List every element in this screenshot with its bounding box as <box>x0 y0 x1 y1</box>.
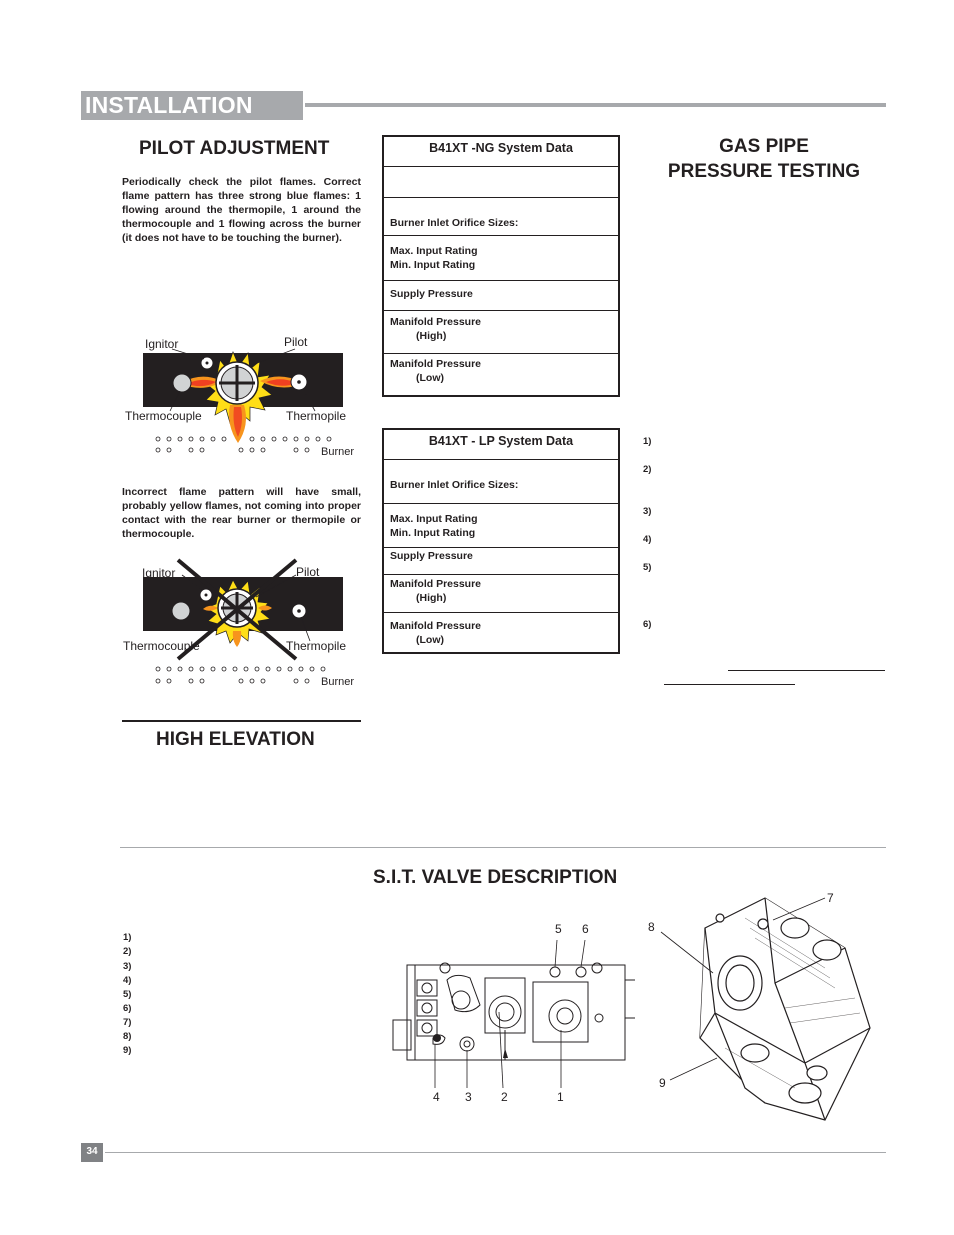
valve-iso-view <box>645 888 885 1128</box>
sit-item-8: 8) <box>123 1031 132 1042</box>
gas-step-1: 1) <box>643 436 652 447</box>
lp-max-input-label: Max. Input Rating <box>390 513 478 525</box>
lp-orifice-row <box>384 460 618 504</box>
sit-item-6: 6) <box>123 1003 132 1014</box>
lp-high-label: (High) <box>416 592 447 604</box>
lp-system-data-table <box>382 428 620 654</box>
footer-rule <box>105 1152 886 1153</box>
lp-table-title: B41XT - LP System Data <box>384 430 618 460</box>
sit-item-5: 5) <box>123 989 132 1000</box>
callout-5: 5 <box>555 922 562 936</box>
gas-underline-2 <box>664 684 795 685</box>
correct-flame-figure <box>120 335 365 465</box>
pilot-label: Pilot <box>284 335 308 349</box>
lp-low-label: (Low) <box>416 634 444 646</box>
gas-pipe-heading-line1: GAS PIPE <box>719 136 809 157</box>
lp-input-row <box>384 504 618 548</box>
ng-table-title: B41XT -NG System Data <box>384 137 618 167</box>
sit-item-7: 7) <box>123 1017 132 1028</box>
ng-max-input-label: Max. Input Rating <box>390 245 478 257</box>
sit-item-9: 9) <box>123 1045 132 1056</box>
sit-item-1: 1) <box>123 932 132 943</box>
gas-step-5: 5) <box>643 562 652 573</box>
ng-manifold-low-row <box>384 354 618 395</box>
page-number: 34 <box>86 1146 98 1157</box>
valve-iso-diagram <box>645 888 885 1128</box>
high-elevation-rule <box>122 720 361 722</box>
callout-1: 1 <box>557 1090 564 1104</box>
ng-supply-row <box>384 281 618 311</box>
lp-supply-row <box>384 548 618 575</box>
thermocouple-label-incorrect: Thermocouple <box>123 639 200 653</box>
gas-step-6: 6) <box>643 619 652 630</box>
gas-underline-1 <box>728 670 885 671</box>
lp-supply-label: Supply Pressure <box>390 550 473 562</box>
high-elevation-heading: HIGH ELEVATION <box>156 729 315 750</box>
lp-manifold-high-label: Manifold Pressure <box>390 578 482 590</box>
gas-pipe-heading-line2: PRESSURE TESTING <box>667 161 861 182</box>
ng-system-data-table <box>382 135 620 397</box>
lp-manifold-high-row <box>384 575 618 613</box>
ng-low-label: (Low) <box>416 372 444 384</box>
callout-3: 3 <box>465 1090 472 1104</box>
pilot-correct-text: Periodically check the pilot flames. Correct flame pattern has three strong blue flames: 1 flowing around the thermopile, 1 around the thermocouple and 1 flowing across the burner (it does not have to be touching the burner). <box>122 176 361 244</box>
lp-orifice-label: Burner Inlet Orifice Sizes: <box>390 479 519 491</box>
burner-label: Burner <box>321 446 355 458</box>
sit-valve-heading: S.I.T. VALVE DESCRIPTION <box>373 867 618 888</box>
ng-min-input-label: Min. Input Rating <box>390 259 476 271</box>
page-title: INSTALLATION <box>85 92 253 118</box>
sit-item-3: 3) <box>123 961 132 972</box>
valve-top-diagram <box>385 920 635 1110</box>
ng-manifold-high-label: Manifold Pressure <box>390 316 482 328</box>
ng-supply-label: Supply Pressure <box>390 288 473 300</box>
ng-high-label: (High) <box>416 330 447 342</box>
valve-top-view <box>385 920 635 1110</box>
ng-orifice-label: Burner Inlet Orifice Sizes: <box>390 217 519 229</box>
callout-8: 8 <box>648 920 655 934</box>
ng-orifice-row <box>384 198 618 236</box>
callout-9: 9 <box>659 1076 666 1090</box>
header-rule <box>305 103 886 107</box>
gas-step-3: 3) <box>643 506 652 517</box>
callout-6: 6 <box>582 922 589 936</box>
lp-min-input-label: Min. Input Rating <box>390 527 476 539</box>
callout-7: 7 <box>827 891 834 905</box>
callout-4: 4 <box>433 1090 440 1104</box>
ng-table-blank-row <box>384 167 618 198</box>
sit-item-4: 4) <box>123 975 132 986</box>
thermocouple-label: Thermocouple <box>125 409 202 423</box>
lp-manifold-low-label: Manifold Pressure <box>390 620 482 632</box>
thermopile-label: Thermopile <box>286 409 347 423</box>
ng-manifold-low-label: Manifold Pressure <box>390 358 482 370</box>
ng-input-row <box>384 236 618 281</box>
ignitor-label-incorrect: Ignitor <box>142 566 176 580</box>
lp-manifold-low-row <box>384 613 618 654</box>
pilot-label-incorrect: Pilot <box>296 565 320 579</box>
burner-label-incorrect: Burner <box>321 676 355 688</box>
gas-step-2: 2) <box>643 464 652 475</box>
ignitor-label: Ignitor <box>145 337 179 351</box>
gas-step-4: 4) <box>643 534 652 545</box>
sit-item-2: 2) <box>123 946 132 957</box>
incorrect-flame-figure <box>120 555 365 695</box>
section-divider <box>120 847 886 848</box>
thermopile-label-incorrect: Thermopile <box>286 639 347 653</box>
pilot-incorrect-text: Incorrect flame pattern will have small, probably yellow flames, not coming into proper contact with the rear burner or thermopile or thermocouple. <box>122 486 361 540</box>
callout-2: 2 <box>501 1090 508 1104</box>
ng-manifold-high-row <box>384 311 618 354</box>
gas-pipe-heading <box>639 134 889 184</box>
pilot-adjustment-heading: PILOT ADJUSTMENT <box>139 138 330 159</box>
